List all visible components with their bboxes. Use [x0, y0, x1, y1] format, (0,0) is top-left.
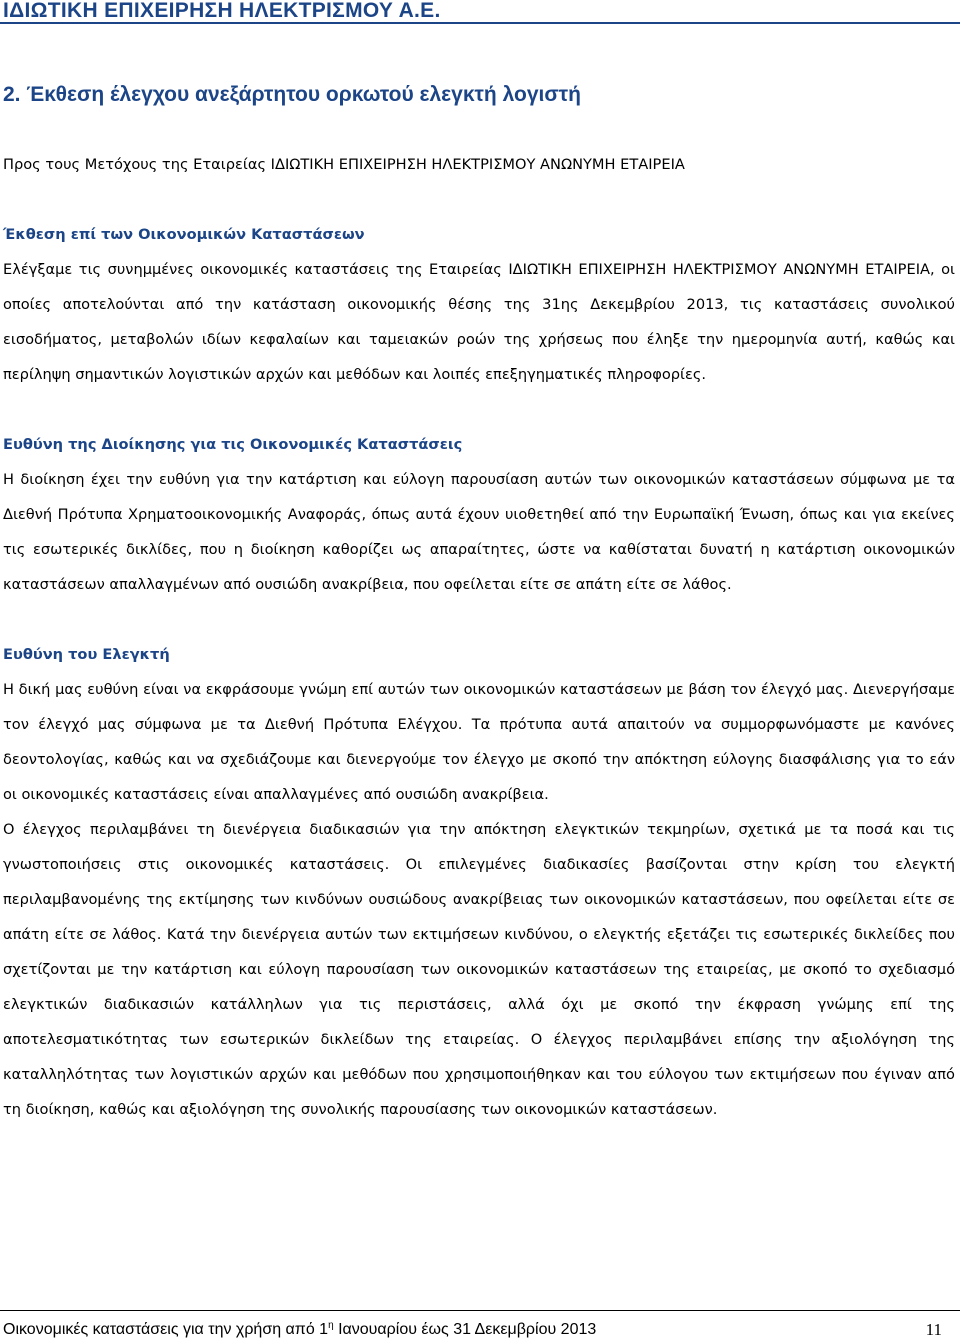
management-responsibility-body: Η διοίκηση έχει την ευθύνη για την κατάρτιση και εύλογη παρουσίαση αυτών των οικονομικών καταστάσεων σύμφωνα με τα Διεθνή Πρότυπα Χρηματοοικονομικής Αναφοράς, όπως αυτά έχουν υιοθετηθεί από την Ευρωπαϊκή Ένωση, όπως και για εκείνες τις εσωτερικές δικλίδες, που η διοίκηση καθορίζει ως απαραίτητες, ώστε να καθίσταται δυνατή η κατάρτιση οικονομικών καταστάσεων απαλλαγμένων από ουσιώδη ανακρίβεια, που οφείλεται είτε σε απάτη είτε σε λάθος. — [3, 471, 955, 593]
auditor-responsibility-paragraph-2: Ο έλεγχος περιλαμβάνει τη διενέργεια διαδικασιών για την απόκτηση ελεγκτικών τεκμηρίων, σχετικά με τα ποσά και τις γνωστοποιήσεις στις οικονομικές καταστάσεις. Οι επιλεγμένες διαδικασίες βασίζονται στην κρίση του ελεγκτή περιλαμβανομένης της εκτίμησης των κινδύνων ουσιώδους ανακρίβειας των οικονομικών καταστάσεων, που οφείλεται είτε σε απάτη είτε σε λάθος. Κατά την διενέργεια αυτών των εκτιμήσεων κινδύνου, ο ελεγκτής εξετάζει τις εσωτερικές δικλείδες που σχετίζονται με την κατάρτιση και εύλογη παρουσίαση των οικονομικών καταστάσεων της εταιρείας, με σκοπό το σχεδιασμό ελεγκτικών διαδικασιών κατάλληλων για τις περιστάσεις, αλλά όχι με σκοπό την έκφραση γνώμης επί της αποτελεσματικότητας των εσωτερικών δικλείδων της εταιρείας. Ο έλεγχος περιλαμβάνει επίσης την αξιολόγηση της καταλληλότητας των λογιστικών αρχών και μεθόδων που χρησιμοποιήθηκαν και του εύλογου των εκτιμήσεων που έγιναν από τη διοίκηση, καθώς και αξιολόγηση της συνολικής παρουσίασης των οικονομικών καταστάσεων. — [3, 821, 955, 1118]
page-number: 11 — [925, 1320, 942, 1339]
page-footer — [3, 1320, 596, 1339]
auditor-responsibility-heading: Ευθύνη του Ελεγκτή — [3, 646, 170, 663]
footer-divider — [0, 1310, 960, 1311]
section-title: 2. Έκθεση έλεγχου ανεξάρτητου ορκωτού ελεγκτή λογιστή — [3, 83, 581, 106]
footer-superscript: η — [328, 1320, 334, 1331]
auditor-responsibility-paragraph-1: Η δική μας ευθύνη είναι να εκφράσουμε γνώμη επί αυτών των οικονομικών καταστάσεων με βάση τον έλεγχό μας. Διενεργήσαμε τον έλεγχό μας σύμφωνα με τα Διεθνή Πρότυπα Ελέγχου. Τα πρότυπα αυτά απαιτούν να συμμορφωνόμαστε με κανόνες δεοντολογίας, καθώς και να σχεδιάζουμε και διενεργούμε τον έλεγχο με σκοπό την απόκτηση εύλογης διασφάλισης για το εάν οι οικονομικές καταστάσεις είναι απαλλαγμένες από ουσιώδη ανακρίβεια. — [3, 681, 955, 803]
document-header: ΙΔΙΩΤΙΚΗ ΕΠΙΧΕΙΡΗΣΗ ΗΛΕΚΤΡΙΣΜΟΥ Α.Ε. — [3, 0, 441, 22]
header-divider — [0, 22, 960, 24]
report-on-statements-body: Ελέγξαμε τις συνημμένες οικονομικές καταστάσεις της Εταιρείας ΙΔΙΩΤΙΚΗ ΕΠΙΧΕΙΡΗΣΗ ΗΛΕΚΤΡΙΣΜΟΥ ΑΝΩΝΥΜΗ ΕΤΑΙΡΕΙΑ, οι οποίες αποτελούνται από την κατάσταση οικονομικής θέσης της 31ης Δεκεμβρίου 2013, τις καταστάσεις συνολικού εισοδήματος, μεταβολών ιδίων κεφαλαίων και ταμειακών ροών της χρήσεως που έληξε την ημερομηνία αυτή, καθώς και περίληψη σημαντικών λογιστικών αρχών και μεθόδων και λοιπές επεξηγηματικές πληροφορίες. — [3, 261, 955, 383]
management-responsibility-heading: Ευθύνη της Διοίκησης για τις Οικονομικές Καταστάσεις — [3, 436, 463, 453]
report-content — [3, 147, 955, 1127]
footer-text-start: Οικονομικές καταστάσεις για την χρήση από 1 — [3, 1321, 329, 1338]
report-on-statements-heading: Έκθεση επί των Οικονομικών Καταστάσεων — [3, 226, 365, 243]
addressee-line: Προς τους Μετόχους της Εταιρείας ΙΔΙΩΤΙΚΗ ΕΠΙΧΕΙΡΗΣΗ ΗΛΕΚΤΡΙΣΜΟΥ ΑΝΩΝΥΜΗ ΕΤΑΙΡΕΙΑ — [3, 156, 685, 173]
footer-text-end: Ιανουαρίου έως 31 Δεκεμβρίου 2013 — [333, 1321, 597, 1338]
